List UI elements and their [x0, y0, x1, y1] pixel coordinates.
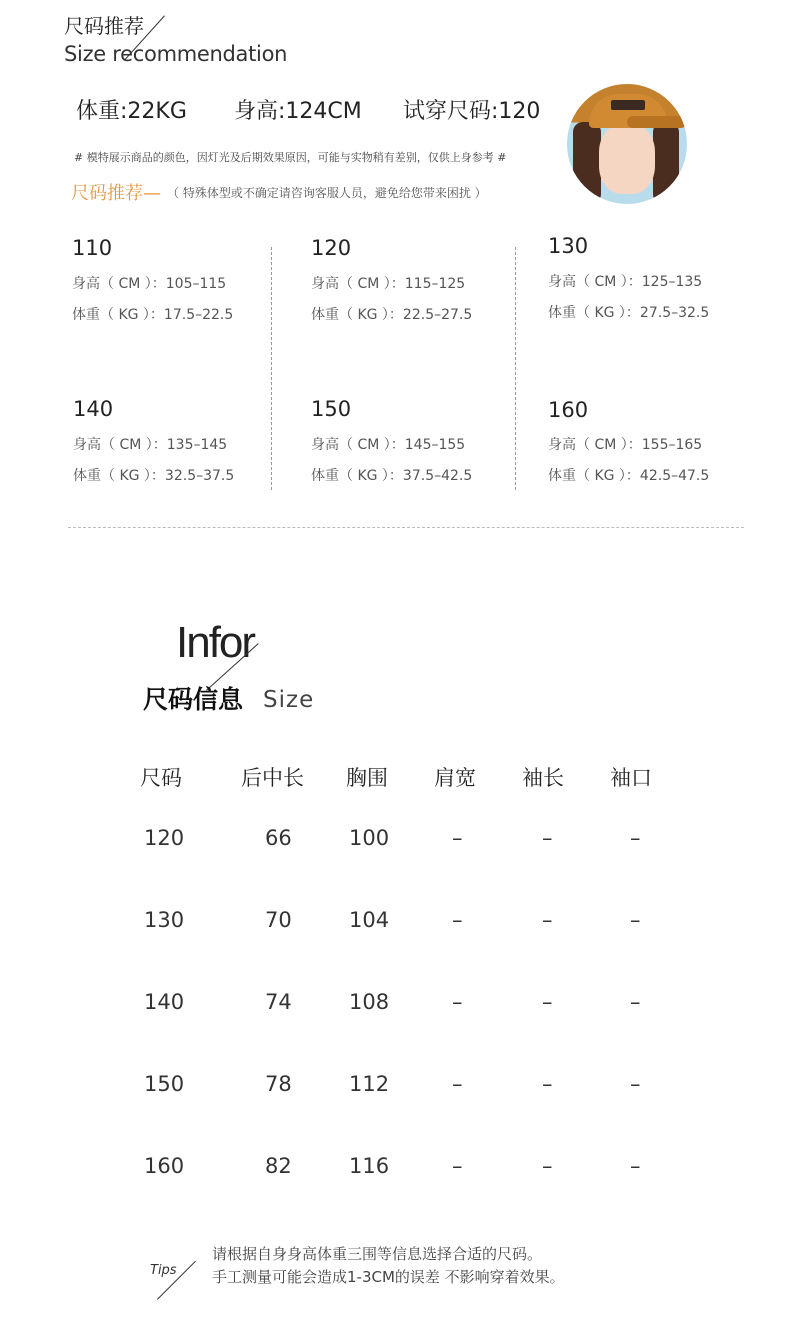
tips-line-1: 请根据自身身高体重三围等信息选择合适的尺码。: [212, 1245, 543, 1263]
table-cell: –: [542, 1154, 553, 1178]
tips-line-2: 手工测量可能会造成1-3CM的误差 不影响穿着效果。: [212, 1268, 565, 1286]
size-card-height: 身高（ CM ）：155–165: [548, 437, 703, 453]
model-height: 身高:124CM: [234, 99, 362, 124]
column-divider: [271, 247, 272, 490]
info-title-en: Size: [263, 687, 315, 713]
table-header: 袖口: [610, 766, 652, 790]
section-title-cn: 尺码推荐: [64, 14, 144, 38]
size-card-height: 身高（ CM ）：115–125: [311, 276, 466, 292]
table-header: 肩宽: [434, 766, 476, 790]
table-cell: 104: [349, 908, 390, 932]
size-card-title: 130: [548, 234, 589, 258]
table-cell: –: [452, 1154, 463, 1178]
size-card-weight: 体重（ KG ）：32.5–37.5: [73, 468, 235, 484]
table-cell: 78: [265, 1072, 292, 1096]
table-header: 后中长: [241, 766, 304, 790]
size-card-weight: 体重（ KG ）：37.5–42.5: [311, 468, 473, 484]
size-card-title: 140: [73, 397, 114, 421]
avatar-hair-right: [653, 122, 679, 204]
table-cell: 108: [349, 990, 390, 1014]
size-card-height: 身高（ CM ）：105–115: [72, 276, 227, 292]
column-divider: [515, 247, 516, 490]
table-cell: –: [630, 990, 641, 1014]
model-weight: 体重:22KG: [76, 99, 187, 124]
size-card-height: 身高（ CM ）：145–155: [311, 437, 466, 453]
avatar-cap-badge: [611, 100, 645, 110]
avatar-face: [599, 124, 655, 194]
recommend-label: 尺码推荐—: [71, 183, 161, 204]
table-cell: –: [542, 826, 553, 850]
size-card-weight: 体重（ KG ）：42.5–47.5: [548, 468, 710, 484]
section-title-en: Size recommendation: [64, 42, 288, 66]
section-divider: [68, 527, 744, 528]
size-card-title: 160: [548, 398, 589, 422]
table-cell: 150: [144, 1072, 185, 1096]
table-cell: –: [542, 1072, 553, 1096]
info-title-cn: 尺码信息: [143, 685, 244, 714]
table-header: 尺码: [140, 766, 182, 790]
info-title-en-big: Infor: [176, 618, 255, 667]
table-cell: 116: [349, 1154, 390, 1178]
table-cell: –: [630, 908, 641, 932]
table-cell: 112: [349, 1072, 390, 1096]
size-card-weight: 体重（ KG ）：27.5–32.5: [548, 305, 710, 321]
table-cell: 120: [144, 826, 185, 850]
size-card-title: 150: [311, 397, 352, 421]
size-card-weight: 体重（ KG ）：22.5–27.5: [311, 307, 473, 323]
table-cell: 140: [144, 990, 185, 1014]
table-cell: 160: [144, 1154, 185, 1178]
table-cell: 74: [265, 990, 292, 1014]
table-cell: 66: [265, 826, 292, 850]
table-cell: 130: [144, 908, 185, 932]
table-cell: –: [542, 908, 553, 932]
table-cell: –: [630, 826, 641, 850]
avatar-hair-left: [573, 122, 601, 204]
color-note: # 模特展示商品的颜色，因灯光及后期效果原因，可能与实物稍有差别，仅供上身参考 #: [74, 151, 507, 164]
table-cell: –: [452, 826, 463, 850]
table-cell: –: [542, 990, 553, 1014]
table-cell: 82: [265, 1154, 292, 1178]
recommend-hint: （ 特殊体型或不确定请咨询客服人员，避免给您带来困扰 ）: [167, 186, 487, 200]
size-card-height: 身高（ CM ）：125–135: [548, 274, 703, 290]
table-cell: 70: [265, 908, 292, 932]
size-card-height: 身高（ CM ）：135–145: [73, 437, 228, 453]
table-header: 胸围: [346, 766, 388, 790]
table-cell: 100: [349, 826, 390, 850]
size-card-title: 120: [311, 236, 352, 260]
model-trial-size: 试穿尺码:120: [403, 99, 541, 124]
table-cell: –: [630, 1154, 641, 1178]
tips-label: Tips: [150, 1263, 177, 1278]
table-header: 袖长: [522, 766, 564, 790]
size-card-weight: 体重（ KG ）：17.5–22.5: [72, 307, 234, 323]
avatar-cap-brim: [627, 116, 687, 128]
model-avatar: [567, 84, 687, 204]
table-cell: –: [452, 1072, 463, 1096]
table-cell: –: [452, 908, 463, 932]
table-cell: –: [630, 1072, 641, 1096]
table-cell: –: [452, 990, 463, 1014]
size-card-title: 110: [72, 236, 113, 260]
